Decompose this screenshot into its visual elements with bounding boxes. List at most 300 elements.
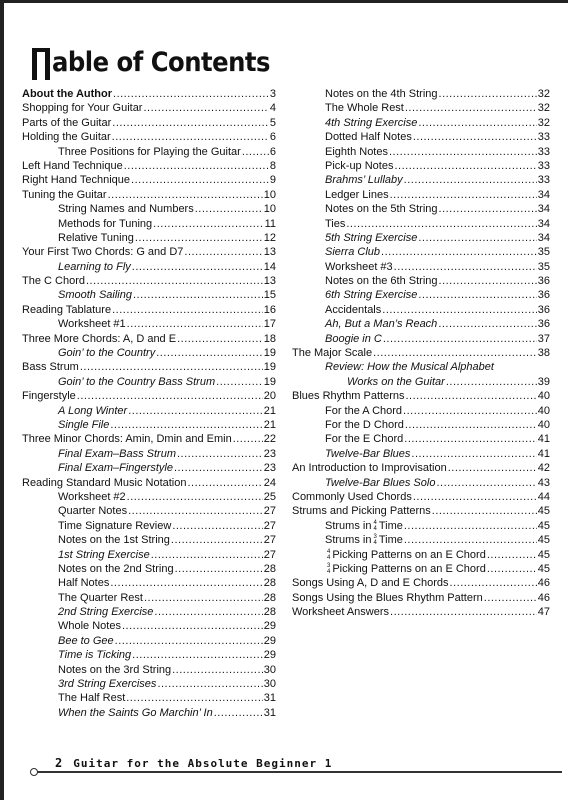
dot-leader xyxy=(127,490,263,504)
toc-page-number: 35 xyxy=(537,260,550,273)
toc-page-number: 15 xyxy=(263,289,276,302)
dot-leader xyxy=(135,231,263,245)
toc-entry-title xyxy=(58,548,150,562)
toc-entry-title xyxy=(58,648,131,662)
toc-left-column xyxy=(22,87,276,720)
time-signature-top: 3 xyxy=(373,534,377,541)
dot-leader xyxy=(394,159,536,173)
toc-entry-title xyxy=(292,461,447,475)
toc-entry-title xyxy=(292,490,412,504)
dot-leader xyxy=(439,202,537,216)
toc-entry-text: Your First Two Chords: G and D7 xyxy=(22,246,184,259)
toc-entry-title xyxy=(58,145,241,159)
toc-entry-text: An Introduction to Improvisation xyxy=(292,462,447,475)
toc-page-number: 22 xyxy=(263,433,276,446)
toc-entry-text: Right Hand Technique xyxy=(22,174,131,187)
toc-entry xyxy=(292,389,550,403)
toc-page-number: 31 xyxy=(263,706,276,719)
toc-entry-title xyxy=(58,202,194,216)
toc-entry xyxy=(22,562,276,576)
toc-page-number: 24 xyxy=(263,476,276,489)
toc-entry-text: Shopping for Your Guitar xyxy=(22,102,143,115)
dot-leader xyxy=(404,173,537,187)
toc-entry xyxy=(22,519,276,533)
toc-entry xyxy=(292,145,550,159)
dot-leader xyxy=(175,562,263,576)
toc-entry-title xyxy=(325,533,403,547)
toc-entry-text: 4th String Exercise xyxy=(325,116,418,129)
toc-entry xyxy=(22,317,276,331)
toc-entry xyxy=(292,447,550,461)
dot-leader xyxy=(112,116,269,130)
toc-entry-title xyxy=(325,145,388,159)
dot-leader xyxy=(171,533,263,547)
toc-page-number: 19 xyxy=(263,361,276,374)
dot-leader xyxy=(195,202,263,216)
time-signature xyxy=(327,563,330,575)
footer xyxy=(0,756,568,780)
toc-entry-title xyxy=(58,317,126,331)
toc-entry-text: Worksheet Answers xyxy=(292,606,390,619)
toc-entry xyxy=(22,648,276,662)
toc-entry-text: Three Positions for Playing the Guitar xyxy=(58,145,241,158)
toc-entry-title xyxy=(292,605,389,619)
toc-entry-text: Ledger Lines xyxy=(325,188,389,201)
toc-page-number: 34 xyxy=(537,203,550,216)
dot-leader xyxy=(346,217,536,231)
dot-leader xyxy=(122,619,263,633)
toc-entry-title xyxy=(58,375,215,389)
toc-page-number: 42 xyxy=(537,462,550,475)
toc-entry xyxy=(22,188,276,202)
toc-page-number: 29 xyxy=(263,649,276,662)
dot-leader xyxy=(151,548,263,562)
toc-entry xyxy=(22,231,276,245)
dot-leader xyxy=(153,217,263,231)
toc-entry xyxy=(22,375,276,389)
toc-entry-text: 1st String Exercise xyxy=(58,548,150,561)
toc-entry xyxy=(22,404,276,418)
dot-leader xyxy=(405,101,537,115)
toc-entry-text: Holding the Guitar xyxy=(22,131,111,144)
dot-leader xyxy=(381,245,537,259)
time-signature-top: 4 xyxy=(373,519,377,526)
page-number: 2 xyxy=(55,756,64,770)
dot-leader xyxy=(156,346,263,360)
toc-entry-text: Review: How the Musical Alphabet xyxy=(325,361,494,374)
toc-entry-title xyxy=(58,605,153,619)
toc-entry-text: The Half Rest xyxy=(58,692,126,705)
toc-page-number: 35 xyxy=(537,246,550,259)
toc-entry-text: Fingerstyle xyxy=(22,390,76,403)
dot-leader xyxy=(157,677,262,691)
toc-entry xyxy=(292,217,550,231)
toc-page-number: 28 xyxy=(263,577,276,590)
dot-leader xyxy=(172,663,263,677)
dot-leader xyxy=(373,346,537,360)
toc-entry xyxy=(22,346,276,360)
dot-leader xyxy=(418,116,536,130)
toc-entry xyxy=(292,504,550,518)
toc-page-number: 45 xyxy=(537,534,550,547)
toc-entry xyxy=(292,116,550,130)
toc-entry xyxy=(22,447,276,461)
dot-leader xyxy=(389,145,537,159)
toc-page-number: 36 xyxy=(537,275,550,288)
toc-page-number: 46 xyxy=(537,591,550,604)
toc-entry-title xyxy=(58,519,171,533)
toc-entry-text: String Names and Numbers xyxy=(58,203,194,216)
footer-rule xyxy=(32,771,562,773)
toc-entry xyxy=(292,591,550,605)
time-signature-top: 3 xyxy=(327,562,331,569)
toc-page-number: 32 xyxy=(537,102,550,115)
toc-entry-text: Eighth Notes xyxy=(325,145,388,158)
toc-page-number: 45 xyxy=(537,519,550,532)
toc-entry-text: Notes on the 6th String xyxy=(325,275,438,288)
toc-page-number: 32 xyxy=(537,88,550,100)
dot-leader xyxy=(128,404,263,418)
toc-page-number: 21 xyxy=(263,418,276,431)
toc-entry-title xyxy=(325,562,486,576)
toc-page-number: 41 xyxy=(537,447,550,460)
toc-page-number: 32 xyxy=(537,116,550,129)
toc-entry-text: Relative Tuning xyxy=(58,231,134,244)
toc-entry-text: Pick-up Notes xyxy=(325,159,394,172)
toc-entry xyxy=(22,130,276,144)
toc-page-number: 23 xyxy=(263,447,276,460)
toc-page-number: 34 xyxy=(537,217,550,230)
toc-entry-text: Time is Ticking xyxy=(58,649,132,662)
footer-text xyxy=(55,756,332,770)
toc-entry-title xyxy=(58,663,171,677)
toc-entry-text: Sierra Club xyxy=(325,246,381,259)
dot-leader xyxy=(144,591,263,605)
toc-entry-text: Learning to Fly xyxy=(58,260,131,273)
toc-entry xyxy=(22,418,276,432)
toc-entry xyxy=(22,87,276,101)
toc-entry-title xyxy=(325,188,389,202)
toc-entry xyxy=(292,87,550,101)
toc-page-number: 40 xyxy=(537,404,550,417)
toc-entry xyxy=(292,332,550,346)
toc-entry-title xyxy=(58,706,213,720)
dot-leader xyxy=(133,288,263,302)
dot-leader xyxy=(128,504,263,518)
toc-entry-title xyxy=(325,231,417,245)
toc-entry-text: About the Author xyxy=(22,88,113,100)
toc-entry xyxy=(22,634,276,648)
dot-leader xyxy=(143,101,268,115)
toc-entry xyxy=(292,548,550,562)
toc-entry-title xyxy=(22,130,111,144)
dot-leader xyxy=(404,519,537,533)
toc-entry-text: 5th String Exercise xyxy=(325,231,418,244)
toc-entry xyxy=(292,202,550,216)
toc-entry xyxy=(292,159,550,173)
toc-page-number: 33 xyxy=(537,131,550,144)
dot-leader xyxy=(174,461,263,475)
toc-entry-title xyxy=(325,332,382,346)
dot-leader xyxy=(418,231,536,245)
toc-entry xyxy=(22,591,276,605)
time-signature xyxy=(327,549,330,561)
toc-entry-text: Time Signature Review xyxy=(58,519,172,532)
dot-leader xyxy=(436,476,536,490)
dot-leader xyxy=(242,145,269,159)
toc-entry-title xyxy=(22,159,123,173)
toc-page-number: 27 xyxy=(263,548,276,561)
toc-entry-title xyxy=(325,116,417,130)
toc-page-number: 19 xyxy=(263,347,276,360)
toc-entry-text: Worksheet #3 xyxy=(325,260,393,273)
toc-entry-title xyxy=(325,317,437,331)
toc-entry-text: Strums in xyxy=(325,534,372,547)
toc-entry-title xyxy=(325,303,381,317)
toc-entry xyxy=(22,619,276,633)
dot-leader xyxy=(390,188,537,202)
dot-leader xyxy=(487,548,537,562)
toc-entry xyxy=(292,303,550,317)
toc-entry-text: Worksheet #2 xyxy=(58,490,126,503)
toc-entry-title xyxy=(325,432,403,446)
toc-entry-text: Ah, But a Man’s Reach xyxy=(325,318,438,331)
toc-entry xyxy=(292,375,550,389)
dot-leader xyxy=(438,317,536,331)
dot-leader xyxy=(216,375,263,389)
toc-entry-title xyxy=(58,634,114,648)
toc-page-number: 14 xyxy=(263,260,276,273)
dot-leader xyxy=(113,87,269,101)
toc-entry xyxy=(292,490,550,504)
dot-leader xyxy=(404,533,537,547)
toc-entry-text: The Quarter Rest xyxy=(58,591,143,604)
dot-leader xyxy=(406,389,537,403)
toc-entry xyxy=(292,476,550,490)
toc-entry-title xyxy=(22,116,111,130)
toc-entry-text: Bee to Gee xyxy=(58,634,114,647)
toc-entry-title xyxy=(58,288,132,302)
dot-leader xyxy=(390,605,537,619)
book-title: Guitar for the Absolute Beginner 1 xyxy=(73,757,333,770)
toc-entry xyxy=(292,288,550,302)
toc-entry-title xyxy=(22,303,111,317)
toc-entry-text: Goin’ to the Country Bass Strum xyxy=(58,375,216,388)
toc-entry-title xyxy=(325,274,438,288)
toc-entry-text: Notes on the 3rd String xyxy=(58,663,172,676)
toc-entry xyxy=(22,605,276,619)
toc-entry xyxy=(22,576,276,590)
toc-entry-title xyxy=(22,173,130,187)
toc-entry xyxy=(292,360,550,374)
toc-entry xyxy=(22,548,276,562)
toc-page-number: 28 xyxy=(263,562,276,575)
toc-entry xyxy=(292,461,550,475)
toc-entry xyxy=(22,245,276,259)
toc-page-number: 19 xyxy=(263,375,276,388)
toc-page-number: 11 xyxy=(264,217,276,230)
toc-entry-text: Notes on the 2nd String xyxy=(58,562,174,575)
toc-entry xyxy=(22,288,276,302)
toc-entry-text: Final Exam–Bass Strum xyxy=(58,447,176,460)
toc-page-number: 40 xyxy=(537,418,550,431)
left-edge xyxy=(0,0,4,800)
toc-page-number: 46 xyxy=(537,577,550,590)
toc-entry xyxy=(22,202,276,216)
toc-entry-title xyxy=(58,447,176,461)
toc-entry xyxy=(292,245,550,259)
dot-leader xyxy=(77,389,263,403)
toc-entry-text: Reading Tablature xyxy=(22,303,112,316)
toc-page-number: 43 xyxy=(537,476,550,489)
toc-entry xyxy=(292,432,550,446)
toc-page-number: 6 xyxy=(269,145,276,158)
toc-entry-text: Songs Using A, D and E Chords xyxy=(292,577,449,590)
toc-entry-text-after: Time xyxy=(378,519,403,532)
time-signature-bottom: 4 xyxy=(373,540,377,547)
toc-page-number: 33 xyxy=(537,145,550,158)
dot-leader xyxy=(439,274,537,288)
toc-page-number: 45 xyxy=(537,548,550,561)
toc-page-number: 41 xyxy=(537,433,550,446)
toc-entry xyxy=(22,691,276,705)
toc-entry-title xyxy=(58,619,121,633)
toc-entry xyxy=(292,231,550,245)
toc-entry xyxy=(22,533,276,547)
toc-page-number: 30 xyxy=(263,678,276,691)
toc-page-number: 9 xyxy=(269,174,276,187)
toc-entry xyxy=(292,173,550,187)
dot-leader xyxy=(132,648,263,662)
toc-entry-title xyxy=(325,159,393,173)
toc-page-number: 34 xyxy=(537,188,550,201)
toc-entry-title xyxy=(325,360,494,374)
dot-leader xyxy=(404,432,536,446)
toc-entry-title xyxy=(22,188,107,202)
toc-entry-title xyxy=(58,260,131,274)
toc-entry-text: Smooth Sailing xyxy=(58,289,132,302)
toc-entry-title xyxy=(58,217,152,231)
toc-entry xyxy=(22,389,276,403)
toc-entry-title xyxy=(58,461,173,475)
toc-entry-title xyxy=(325,476,435,490)
toc-page-number: 13 xyxy=(263,275,276,288)
toc-entry xyxy=(292,188,550,202)
footer-bullet-icon xyxy=(30,768,38,776)
toc-page-number: 38 xyxy=(537,347,550,360)
dot-leader xyxy=(108,188,263,202)
toc-entry-text: Ties xyxy=(325,217,346,230)
dot-leader xyxy=(112,130,269,144)
toc-entry-title xyxy=(58,404,127,418)
toc-entry xyxy=(22,101,276,115)
dot-leader xyxy=(131,173,269,187)
toc-entry xyxy=(22,303,276,317)
toc-entry xyxy=(292,519,550,533)
toc-entry-title xyxy=(58,504,127,518)
toc-entry-text: Single File xyxy=(58,418,110,431)
toc-entry-text: Accidentals xyxy=(325,303,382,316)
toc-entry-title xyxy=(22,360,79,374)
time-signature-bottom: 4 xyxy=(327,554,331,561)
title-text: able of Contents xyxy=(52,47,271,78)
dot-leader xyxy=(115,634,263,648)
toc-entry xyxy=(292,130,550,144)
toc-entry xyxy=(292,317,550,331)
toc-page-number: 30 xyxy=(263,663,276,676)
toc-entry-text: Works on the Guitar xyxy=(347,375,445,388)
dot-leader xyxy=(382,303,536,317)
dot-leader xyxy=(110,576,262,590)
toc-entry-title xyxy=(325,87,438,101)
dot-leader xyxy=(126,691,263,705)
toc-page-number: 34 xyxy=(537,231,550,244)
toc-entry-title xyxy=(325,447,410,461)
toc-entry-text: Twelve-Bar Blues Solo xyxy=(325,476,436,489)
toc-entry-title xyxy=(325,101,404,115)
toc-entry-text: Final Exam–Fingerstyle xyxy=(58,462,173,475)
toc-entry-text: Twelve-Bar Blues xyxy=(325,447,411,460)
toc-entry xyxy=(292,533,550,547)
toc-entry-title xyxy=(325,548,486,562)
toc-entry xyxy=(22,677,276,691)
toc-entry-text: For the E Chord xyxy=(325,433,404,446)
dot-leader xyxy=(112,303,263,317)
toc-entry-title xyxy=(347,375,445,389)
toc-entry xyxy=(22,663,276,677)
toc-entry-title xyxy=(22,245,183,259)
dot-leader xyxy=(124,159,269,173)
toc-entry-text: Left Hand Technique xyxy=(22,159,123,172)
toc-entry-title xyxy=(22,101,142,115)
dot-leader xyxy=(172,519,262,533)
dot-leader xyxy=(127,317,263,331)
toc-entry-title xyxy=(22,87,112,101)
dot-leader xyxy=(177,447,263,461)
toc-entry-title xyxy=(325,404,402,418)
dot-leader xyxy=(413,130,537,144)
toc-entry-text: Commonly Used Chords xyxy=(292,490,412,503)
toc-entry xyxy=(292,562,550,576)
toc-entry xyxy=(22,706,276,720)
toc-page-number: 5 xyxy=(269,116,276,129)
toc-entry xyxy=(22,274,276,288)
toc-entry-text: Boogie in C xyxy=(325,332,382,345)
toc-entry-text: Whole Notes xyxy=(58,620,121,633)
toc-entry-text: For the A Chord xyxy=(325,404,403,417)
toc-page-number: 10 xyxy=(263,188,276,201)
toc-entry-title xyxy=(325,173,403,187)
toc-entry-title xyxy=(292,576,449,590)
toc-entry-text: When the Saints Go Marchin’ In xyxy=(58,706,213,719)
dot-leader xyxy=(487,562,537,576)
dot-leader xyxy=(132,260,263,274)
toc-entry-text: Tuning the Guitar xyxy=(22,188,107,201)
toc-page-number: 29 xyxy=(263,634,276,647)
time-signature xyxy=(373,534,376,546)
title-initial-t xyxy=(32,50,50,80)
toc-page-number: 25 xyxy=(263,490,276,503)
dot-leader xyxy=(383,332,537,346)
toc-page-number: 17 xyxy=(263,318,276,331)
toc-entry-text: Dotted Half Notes xyxy=(325,131,412,144)
dot-leader xyxy=(394,260,537,274)
toc-entry-text: Strums in xyxy=(325,519,372,532)
dot-leader xyxy=(446,375,537,389)
toc-entry-title xyxy=(325,217,345,231)
toc-entry xyxy=(22,461,276,475)
toc-page-number: 10 xyxy=(263,203,276,216)
